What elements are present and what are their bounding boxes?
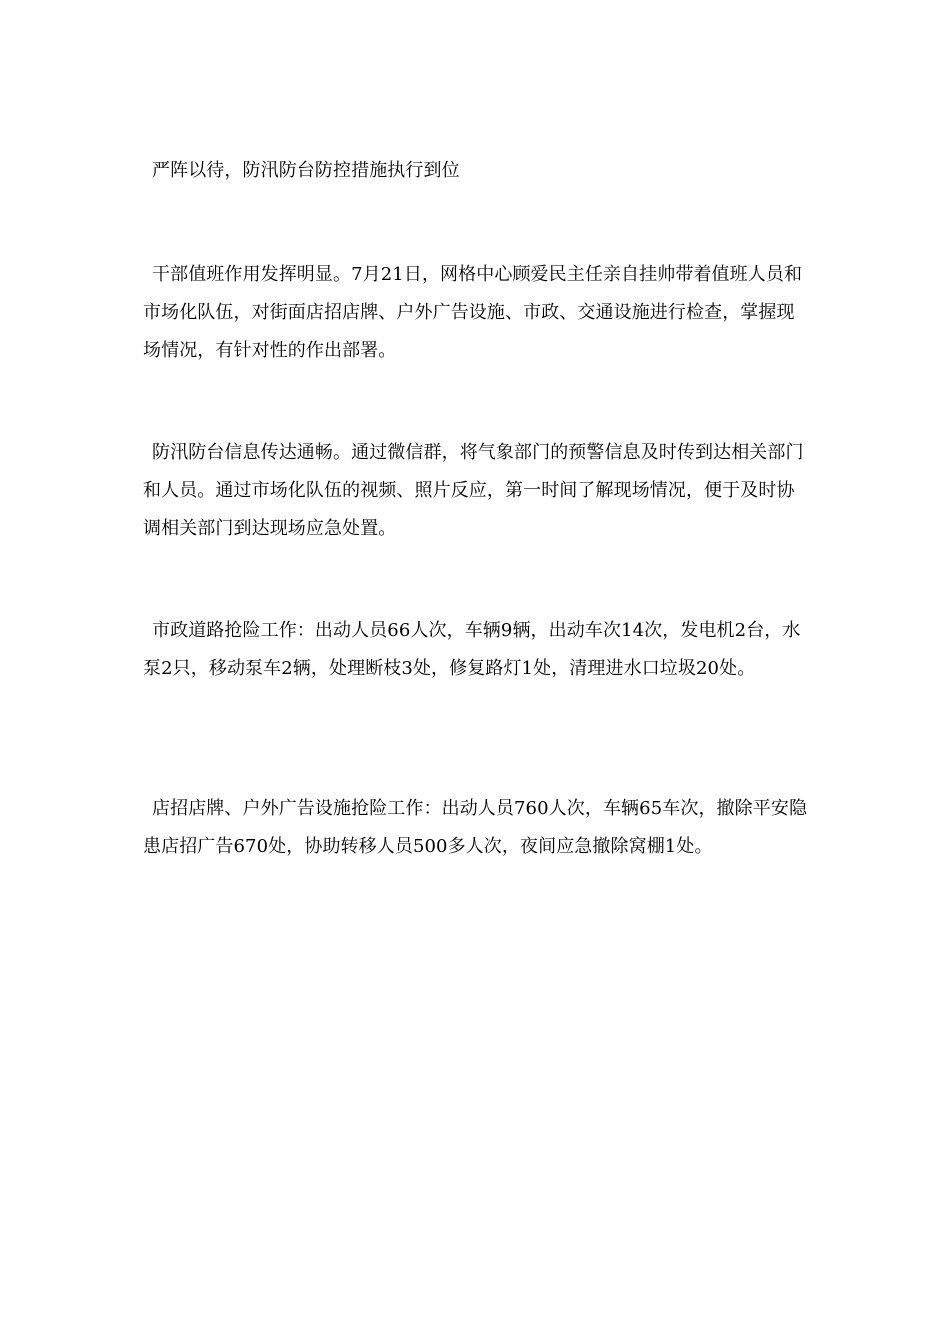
section-heading: 严阵以待，防汛防台防控措施执行到位 <box>152 160 460 181</box>
paragraph-information-flow: 防汛防台信息传达通畅。通过微信群，将气象部门的预警信息及时传到达相关部门和人员。通过市场化队伍的视频、照片反应，第一时间了解现场情况，便于及时协调相关部门到达现场应急处置。 <box>143 442 804 539</box>
paragraph-signboard-rescue: 店招店牌、户外广告设施抢险工作：出动人员760人次，车辆65车次，撤除平安隐患店招广告670处，协助转移人员500多人次，夜间应急撤除窝棚1处。 <box>143 798 808 857</box>
paragraph-duty-cadres: 干部值班作用发挥明显。7月21日，网格中心顾爱民主任亲自挂帅带着值班人员和市场化队伍，对街面店招店牌、户外广告设施、市政、交通设施进行检查，掌握现场情况，有针对性的作出部署。 <box>143 264 803 361</box>
paragraph-road-rescue: 市政道路抢险工作：出动人员66人次，车辆9辆，出动车次14次，发电机2台，水泵2只，移动泵车2辆，处理断枝3处，修复路灯1处，清理进水口垃圾20处。 <box>143 620 801 679</box>
